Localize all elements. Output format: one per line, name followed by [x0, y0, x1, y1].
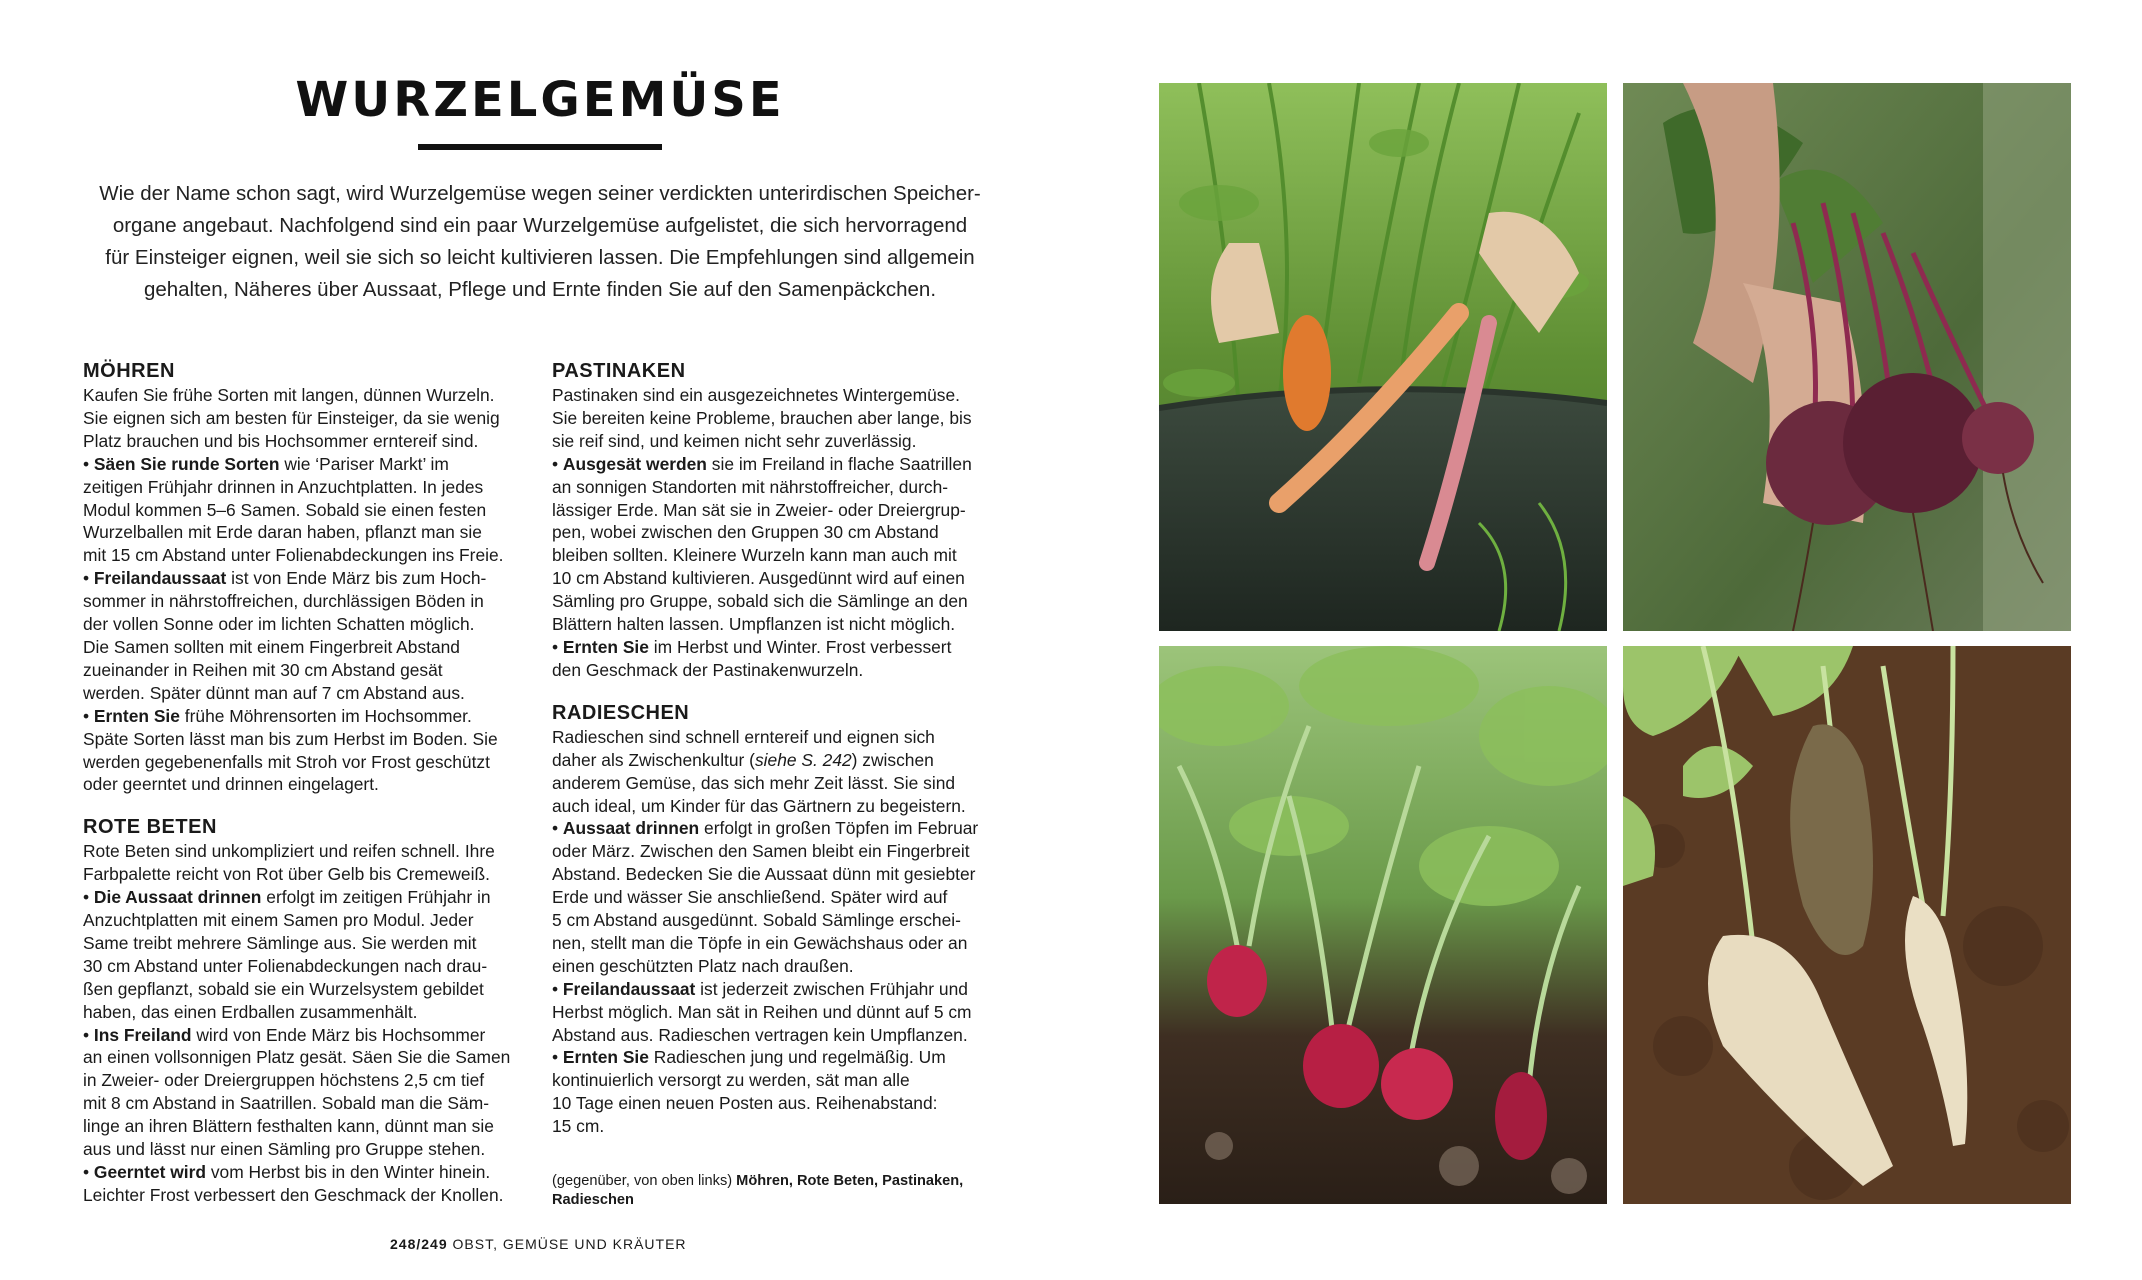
body-line: Leichter Frost verbessert den Geschmack der Knollen.: [83, 1184, 504, 1205]
text-column-right: [552, 358, 996, 1138]
caption-prefix: (gegenüber, von oben links): [552, 1173, 737, 1189]
bullet-term: Ernten Sie: [562, 1047, 649, 1068]
body-line: haben, das einen Erdballen zusammenhält.: [83, 1001, 418, 1022]
intro-paragraph: [82, 178, 998, 306]
bullet-term: Freilandaussaat: [93, 568, 227, 589]
beetroot-photo: [1623, 83, 2071, 631]
bullet-term: Ausgesät werden: [562, 453, 707, 474]
parsnip-photo: [1623, 646, 2071, 1204]
section-name: OBST, GEMÜSE UND KRÄUTER: [452, 1236, 687, 1252]
bullet-term: Ernten Sie: [93, 705, 180, 726]
page-numbers: 248/249: [390, 1236, 448, 1252]
body-line: oder geerntet und drinnen eingelagert.: [83, 774, 379, 795]
body-line: Kaufen Sie frühe Sorten mit langen, dünnen Wurzeln.: [83, 385, 495, 405]
caption-names: Möhren, Rote Beten, Pastinaken,: [736, 1173, 964, 1189]
heading-radieschen: RADIESCHEN: [552, 701, 690, 724]
body-line: aus und lässt nur einen Sämling pro Gruppe stehen.: [83, 1139, 486, 1160]
body-line: Die Samen sollten mit einem Fingerbreit Abstand: [83, 636, 460, 657]
body-line: zueinander in Reihen mit 30 cm Abstand gesät: [83, 659, 443, 680]
body-line: Same treibt mehrere Sämlinge aus. Sie werden mit: [83, 932, 477, 953]
bullet-line: [83, 1024, 527, 1047]
body-line: 10 cm Abstand kultivieren. Ausgedünnt wird auf einen: [552, 568, 965, 589]
body-line: [552, 749, 996, 772]
bullet-text: im Herbst und Winter. Frost verbessert: [648, 636, 952, 657]
caption-names: Radieschen: [552, 1192, 634, 1208]
body-text: ) zwischen: [851, 749, 934, 770]
bullet-line: [83, 453, 527, 476]
body-line: Platz brauchen und bis Hochsommer erntereif sind.: [83, 430, 479, 451]
bullet-line: [83, 567, 527, 590]
body-line: mit 15 cm Abstand unter Folienabdeckungen ins Freie.: [83, 545, 504, 566]
bullet-marker: •: [83, 568, 94, 589]
body-line: Abstand. Bedecken Sie die Aussaat dünn mit gesiebter: [552, 864, 976, 885]
body-line: oder März. Zwischen den Samen bleibt ein Fingerbreit: [552, 841, 970, 862]
cross-reference: siehe S. 242: [754, 749, 852, 770]
bullet-term: Geerntet wird: [93, 1162, 207, 1182]
body-line: Anzuchtplatten mit einem Samen pro Modul. Jeder: [83, 910, 474, 931]
text-column-left: [83, 358, 527, 1207]
bullet-marker: •: [83, 705, 94, 726]
bullet-text: ist von Ende März bis zum Hoch-: [226, 568, 487, 589]
bullet-marker: •: [83, 453, 94, 474]
bullet-marker: •: [83, 887, 94, 908]
bullet-marker: •: [83, 1162, 94, 1182]
bullet-line: [552, 453, 996, 476]
body-line: Pastinaken sind ein ausgezeichnetes Wintergemüse.: [552, 385, 960, 405]
body-line: kontinuierlich versorgt zu werden, sät man alle: [552, 1070, 910, 1091]
bullet-marker: •: [552, 818, 563, 839]
radish-photo: [1159, 646, 1607, 1204]
page-footer: [390, 1236, 687, 1252]
intro-line: Wie der Name schon sagt, wird Wurzelgemüse wegen seiner verdickten unterirdischen Speicher-: [99, 182, 981, 205]
body-line: Wurzelballen mit Erde daran haben, pflanzt man sie: [83, 522, 482, 543]
title-underline: [418, 144, 662, 150]
bullet-text: erfolgt im zeitigen Frühjahr in: [261, 887, 491, 908]
heading-pastinaken: PASTINAKEN: [552, 360, 686, 382]
body-line: Rote Beten sind unkompliziert und reifen schnell. Ihre: [83, 841, 495, 862]
heading-rote-beten: ROTE BETEN: [83, 816, 217, 839]
body-line: werden. Später dünnt man auf 7 cm Abstand aus.: [83, 682, 465, 703]
bullet-text: sie im Freiland in flache Saatrillen: [706, 453, 972, 474]
bullet-line: [552, 1046, 996, 1069]
body-line: Blättern halten lassen. Umpflanzen ist nicht möglich.: [552, 614, 956, 635]
bullet-marker: •: [83, 1024, 94, 1045]
body-line: Farbpalette reicht von Rot über Gelb bis Cremeweiß.: [83, 864, 490, 885]
intro-line: gehalten, Näheres über Aussaat, Pflege und Ernte finden Sie auf den Samenpäckchen.: [143, 278, 937, 301]
body-line: Modul kommen 5–6 Samen. Sobald sie einen festen: [83, 499, 487, 520]
intro-line: organe angebaut. Nachfolgend sind ein paar Wurzelgemüse aufgelistet, die sich hervorragend: [112, 214, 968, 237]
bullet-text: erfolgt in großen Töpfen im Februar: [699, 818, 979, 839]
body-line: den Geschmack der Pastinakenwurzeln.: [552, 659, 864, 680]
bullet-text: wird von Ende März bis Hochsommer: [191, 1024, 486, 1045]
bullet-text: ist jederzeit zwischen Frühjahr und: [695, 978, 968, 999]
body-line: 15 cm.: [552, 1116, 605, 1137]
body-line: Späte Sorten lässt man bis zum Herbst im Boden. Sie: [83, 728, 498, 749]
body-line: Sie bereiten keine Probleme, brauchen aber lange, bis: [552, 407, 972, 428]
body-line: lässiger Erde. Man sät sie in Zweier- oder Dreiergrup-: [552, 499, 966, 520]
body-line: der vollen Sonne oder im lichten Schatten möglich.: [83, 614, 475, 635]
bullet-term: Freilandaussaat: [562, 978, 696, 999]
bullet-line: [83, 886, 527, 909]
bullet-line: [552, 978, 996, 1001]
body-line: werden gegebenenfalls mit Stroh vor Frost geschützt: [83, 751, 490, 772]
bullet-text: frühe Möhrensorten im Hochsommer.: [179, 705, 472, 726]
body-line: Radieschen sind schnell erntereif und eignen sich: [552, 726, 935, 747]
bullet-line: [552, 817, 996, 840]
bullet-term: Aussaat drinnen: [562, 818, 700, 839]
body-line: 5 cm Abstand ausgedünnt. Sobald Sämlinge erschei-: [552, 910, 961, 931]
bullet-marker: •: [552, 1047, 563, 1068]
body-line: zeitigen Frühjahr drinnen in Anzuchtplatten. In jedes: [83, 476, 484, 497]
body-line: Herbst möglich. Man sät in Reihen und dünnt auf 5 cm: [552, 1001, 972, 1022]
bullet-marker: •: [552, 636, 563, 657]
intro-line: für Einsteiger eignen, weil sie sich so leicht kultivieren lassen. Die Empfehlungen sind allgemein: [105, 246, 975, 269]
bullet-text: vom Herbst bis in den Winter hinein.: [206, 1162, 491, 1182]
body-line: nen, stellt man die Töpfe in ein Gewächshaus oder an: [552, 932, 968, 953]
body-line: pen, wobei zwischen den Gruppen 30 cm Abstand: [552, 522, 939, 543]
body-line: an sonnigen Standorten mit nährstoffreicher, durch-: [552, 476, 949, 497]
body-line: 10 Tage einen neuen Posten aus. Reihenabstand:: [552, 1093, 938, 1114]
bullet-term: Die Aussaat drinnen: [93, 887, 262, 908]
body-line: Erde und wässer Sie anschließend. Später wird auf: [552, 887, 948, 908]
body-line: Sämling pro Gruppe, sobald sich die Sämlinge an den: [552, 591, 968, 612]
bullet-text: Radieschen jung und regelmäßig. Um: [648, 1047, 946, 1068]
body-line: an einen vollsonnigen Platz gesät. Säen Sie die Samen: [83, 1047, 511, 1068]
body-line: Sie eignen sich am besten für Einsteiger, da sie wenig: [83, 407, 500, 428]
bullet-term: Ernten Sie: [562, 636, 649, 657]
body-text: daher als Zwischenkultur (: [552, 749, 755, 770]
page-title: WURZELGEMÜSE: [295, 72, 785, 128]
body-line: auch ideal, um Kinder für das Gärtnern zu begeistern.: [552, 795, 966, 816]
bullet-line: [83, 1161, 527, 1184]
body-line: bleiben sollten. Kleinere Wurzeln kann man auch mit: [552, 545, 957, 566]
body-line: ßen gepflanzt, sobald sie ein Wurzelsystem gebildet: [83, 978, 484, 999]
carrot-photo: [1159, 83, 1607, 631]
body-line: 30 cm Abstand unter Folienabdeckungen nach drau-: [83, 955, 488, 976]
body-line: linge an ihren Blättern festhalten kann, dünnt man sie: [83, 1116, 494, 1137]
bullet-line: [83, 705, 527, 728]
body-line: einen geschützten Platz nach draußen.: [552, 955, 854, 976]
body-line: sommer in nährstoffreichen, durchlässigen Böden in: [83, 591, 484, 612]
bullet-term: Säen Sie runde Sorten: [93, 453, 280, 474]
body-line: anderem Gemüse, das sich mehr Zeit lässt. Sie sind: [552, 772, 956, 793]
photo-caption: [552, 1172, 963, 1210]
body-line: Abstand aus. Radieschen vertragen kein Umpflanzen.: [552, 1024, 968, 1045]
heading-moehren: MÖHREN: [83, 360, 175, 382]
bullet-term: Ins Freiland: [93, 1024, 192, 1045]
bullet-text: wie ‘Pariser Markt’ im: [279, 453, 449, 474]
body-line: mit 8 cm Abstand in Saatrillen. Sobald man die Säm-: [83, 1093, 489, 1114]
bullet-line: [552, 636, 996, 659]
bullet-marker: •: [552, 978, 563, 999]
body-line: sie reif sind, und keimen nicht sehr zuverlässig.: [552, 430, 917, 451]
body-line: in Zweier- oder Dreiergruppen höchstens 2,5 cm tief: [83, 1070, 485, 1091]
bullet-marker: •: [552, 453, 563, 474]
